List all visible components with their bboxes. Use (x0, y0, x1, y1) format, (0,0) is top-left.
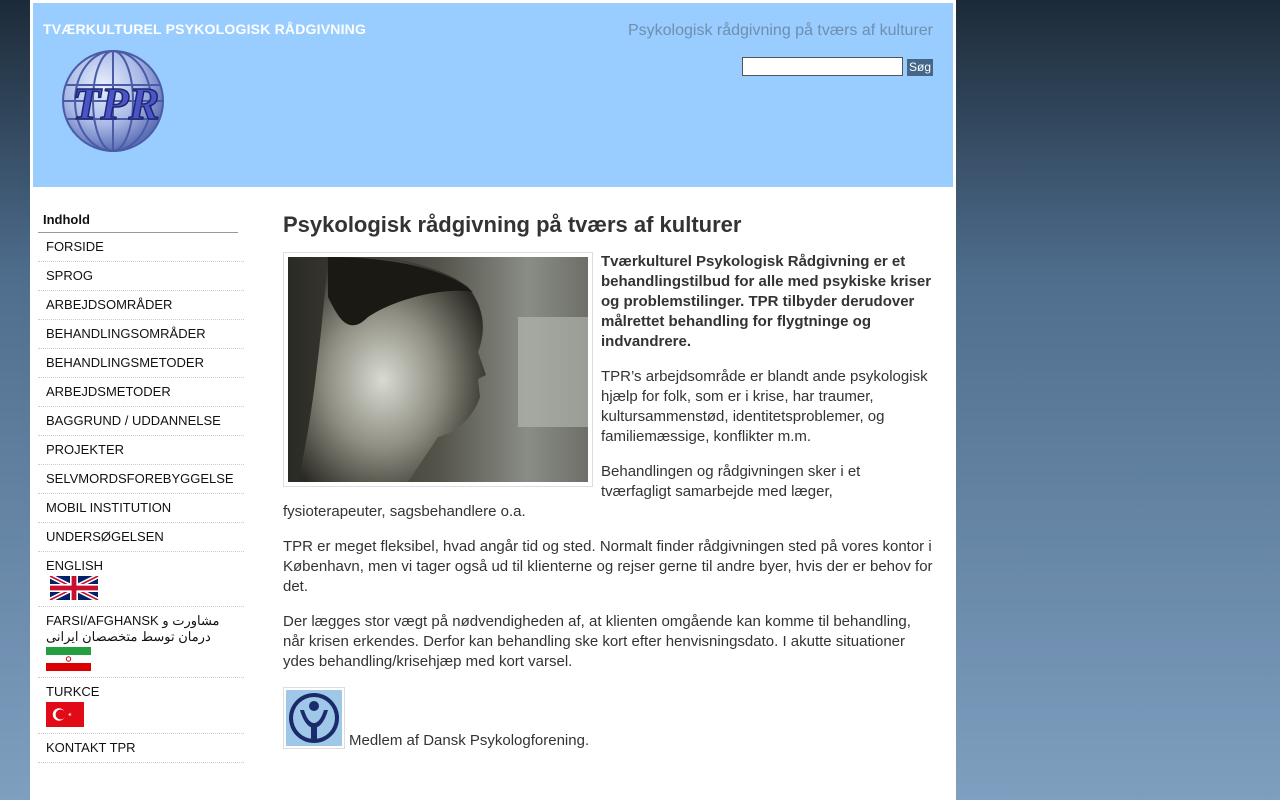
sidebar-item-label: BAGGRUND / UDDANNELSE (46, 413, 221, 428)
sidebar-heading: Indhold (38, 210, 238, 233)
sidebar-item-label: KONTAKT TPR (46, 740, 136, 755)
body-paragraph: TPR’s arbejdsområde er blandt ande psykologisk hjælp for folk, som er i krise, har traumer, kultursammenstød, identitetsproblemer, og familiemæssige, konflikter m.m. (601, 368, 928, 445)
search-input[interactable] (742, 57, 903, 76)
psykologforening-logo-frame[interactable] (283, 687, 345, 749)
sidebar-item-label: BEHANDLINGSOMRÅDER (46, 326, 206, 341)
sidebar-item-kontakt[interactable] (38, 734, 244, 763)
sidebar-item-label: MOBIL INSTITUTION (46, 500, 172, 515)
sidebar-item-label: SELVMORDSFOREBYGGELSE (46, 471, 234, 486)
sidebar-item-mobil-institution[interactable] (38, 494, 244, 523)
sidebar-item-arbejdsmetoder[interactable] (38, 378, 244, 407)
search-button[interactable]: Søg (908, 60, 931, 74)
sidebar-item-english[interactable] (38, 552, 244, 607)
sidebar (38, 210, 244, 763)
sidebar-item-label: BEHANDLINGSMETODER (46, 355, 204, 370)
sidebar-item-selvmordsforebyggelse[interactable] (38, 465, 244, 494)
iran-flag-icon[interactable] (46, 647, 91, 671)
site-title[interactable]: TVÆRKULTUREL PSYKOLOGISK RÅDGIVNING (43, 21, 367, 37)
sidebar-item-baggrund[interactable] (38, 407, 244, 436)
uk-flag-icon[interactable] (46, 576, 102, 600)
svg-text:TPR: TPR (72, 78, 160, 129)
sidebar-item-label: TURKCE (46, 684, 100, 699)
intro-paragraph: Tværkulturel Psykologisk Rådgivning er et behandlingstilbud for alle med psykiske kriser og problemstilinger. TPR tilbyder derudover målrettet behandling for flygtninge og indvandrere. (601, 253, 932, 350)
dansk-psykologforening-logo[interactable] (286, 690, 342, 746)
man-profile-photo (288, 257, 588, 482)
tpr-globe-logo[interactable] (41, 47, 191, 155)
membership (283, 687, 933, 749)
page (30, 0, 956, 800)
membership-text: Medlem af Dansk Psykologforening. (349, 732, 590, 749)
sidebar-item-label: ARBEJDSMETODER (46, 384, 171, 399)
turkey-flag-icon[interactable] (46, 702, 84, 727)
sidebar-item-label: FORSIDE (46, 239, 104, 254)
sidebar-item-turkce[interactable] (38, 678, 244, 734)
sidebar-item-arbejdsomrader[interactable] (38, 291, 244, 320)
sidebar-item-undersogelsen[interactable] (38, 523, 244, 552)
tagline: Psykologisk rådgivning på tværs af kulturer (627, 22, 933, 39)
sidebar-item-behandlingsomrader[interactable] (38, 320, 244, 349)
sidebar-item-projekter[interactable] (38, 436, 244, 465)
hero-image-frame (283, 252, 593, 487)
body-paragraph: TPR er meget fleksibel, hvad angår tid og sted. Normalt finder rådgivningen sted på vores kontor i København, men vi tager også ud til klienterne og rejser gerne til andre byer, hvis der er behov for det. (283, 538, 933, 595)
body-paragraph: Behandlingen og rådgivningen sker i et tværfagligt samarbejde med læger, fysioterapeuter, sagsbehandlere o.a. (283, 463, 861, 520)
sidebar-item-forside[interactable] (38, 233, 244, 262)
page-title: Psykologisk rådgivning på tværs af kulturer (283, 212, 742, 237)
sidebar-nav (38, 233, 244, 763)
body-paragraph: Der lægges stor vægt på nødvendigheden af, at klienten omgående kan komme til behandling, når krisen erkendes. Derfor kan behandling ske kort efter henvisningsdato. I akutte situationer ydes behandling/krisehjæp med kort varsel. (283, 613, 911, 670)
sidebar-item-label: SPROG (46, 268, 93, 283)
sidebar-item-label: UNDERSØGELSEN (46, 529, 164, 544)
sidebar-item-behandlingsmetoder[interactable] (38, 349, 244, 378)
sidebar-item-label: ENGLISH (46, 558, 104, 573)
sidebar-item-sprog[interactable] (38, 262, 244, 291)
header (33, 3, 953, 187)
sidebar-item-label: FARSI/AFGHANSK مشاورت و درمان توسط متخصصان ایرانی (46, 613, 220, 644)
sidebar-item-label: PROJEKTER (46, 442, 125, 457)
sidebar-item-label: ARBEJDSOMRÅDER (46, 297, 173, 312)
main-content (283, 212, 933, 749)
sidebar-item-farsi[interactable] (38, 607, 244, 678)
